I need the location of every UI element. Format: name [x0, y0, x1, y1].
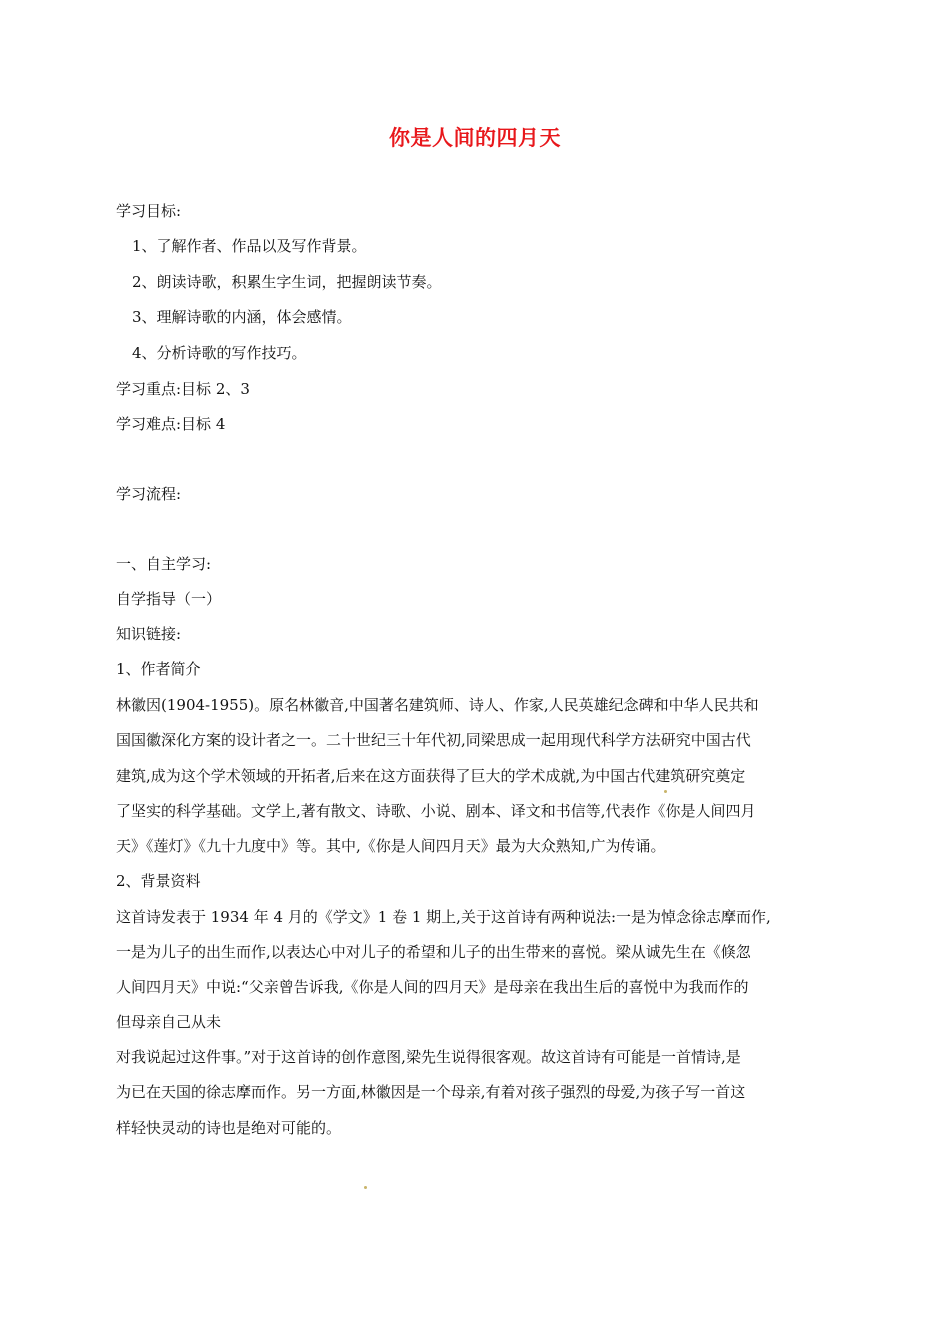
author-heading: 1、作者简介: [116, 660, 201, 678]
objective-item: 4、分析诗歌的写作技巧。: [132, 344, 307, 362]
author-line: 建筑,成为这个学术领域的开拓者,后来在这方面获得了巨大的学术成就,为中国古代建筑研究奠定: [116, 767, 746, 785]
background-line: 这首诗发表于 1934 年 4 月的《学文》1 卷 1 期上,关于这首诗有两种说法:一是为悼念徐志摩而作,: [116, 908, 771, 926]
background-line: 一是为儿子的出生而作,以表达心中对儿子的希望和儿子的出生带来的喜悦。梁从诚先生在《倏忽: [116, 943, 751, 961]
background-heading: 2、背景资料: [116, 872, 201, 890]
background-line: 对我说起过这件事。”对于这首诗的创作意图,梁先生说得很客观。故这首诗有可能是一首情诗,是: [116, 1048, 741, 1066]
background-line: 但母亲自己从未: [116, 1013, 222, 1031]
key-point: 学习重点:目标 2、3: [116, 380, 250, 398]
difficulty-point: 学习难点:目标 4: [116, 415, 226, 433]
objectives-heading: 学习目标:: [116, 202, 182, 220]
background-line: 样轻快灵动的诗也是绝对可能的。: [116, 1119, 342, 1137]
objective-item: 2、朗读诗歌，积累生字生词，把握朗读节奏。: [132, 273, 442, 291]
knowledge-heading: 知识链接:: [116, 625, 182, 643]
objective-item: 1、了解作者、作品以及写作背景。: [132, 237, 367, 255]
scan-speck: [364, 1186, 367, 1189]
objective-item: 3、理解诗歌的内涵，体会感情。: [132, 308, 352, 326]
guide-heading: 自学指导（一）: [116, 590, 222, 608]
author-line: 国国徽深化方案的设计者之一。二十世纪三十年代初,同梁思成一起用现代科学方法研究中国古代: [116, 731, 751, 749]
scan-speck: [664, 790, 667, 793]
background-line: 为已在天国的徐志摩而作。另一方面,林徽因是一个母亲,有着对孩子强烈的母爱,为孩子写一首这: [116, 1083, 746, 1101]
background-line: 人间四月天》中说:“父亲曾告诉我,《你是人间的四月天》是母亲在我出生后的喜悦中为我而作的: [116, 978, 749, 996]
document-title: 你是人间的四月天: [389, 126, 561, 150]
author-line: 了坚实的科学基础。文学上,著有散文、诗歌、小说、剧本、译文和书信等,代表作《你是人间四月: [116, 802, 756, 820]
process-heading: 学习流程:: [116, 485, 182, 503]
author-line: 林徽因(1904-1955)。原名林徽音,中国著名建筑师、诗人、作家,人民英雄纪念碑和中华人民共和: [116, 696, 759, 714]
author-line: 天》《莲灯》《九十九度中》等。其中,《你是人间四月天》最为大众熟知,广为传诵。: [116, 837, 666, 855]
section-heading: 一、自主学习:: [116, 555, 212, 573]
